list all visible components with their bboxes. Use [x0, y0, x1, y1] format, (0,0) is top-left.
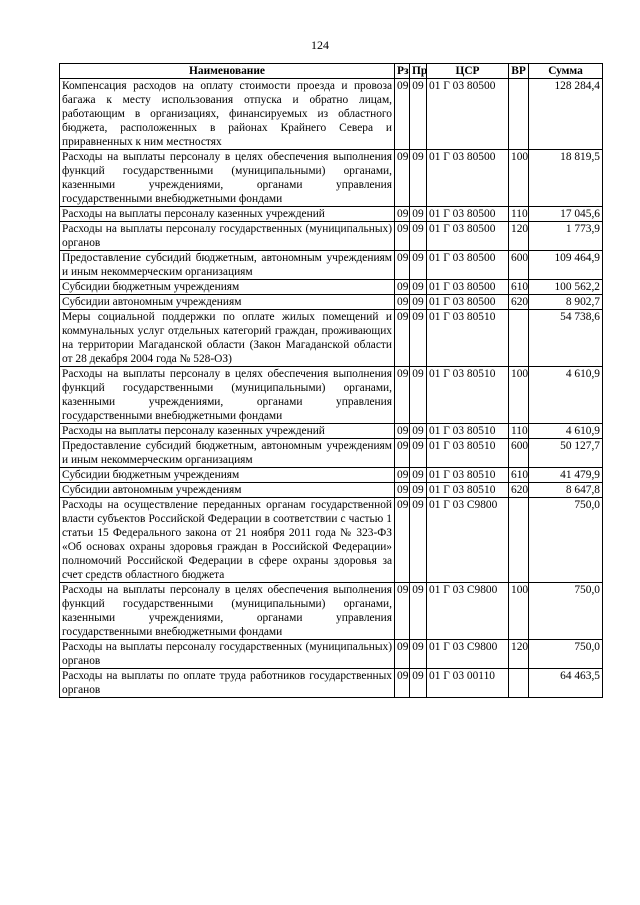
row-name: Расходы на выплаты персоналу казенных учреждений: [60, 207, 395, 222]
row-pr: 09: [410, 251, 427, 280]
row-rz: 09: [395, 640, 410, 669]
row-pr: 09: [410, 468, 427, 483]
row-csr: 01 Г 03 80500: [427, 280, 509, 295]
row-pr: 09: [410, 439, 427, 468]
row-csr: 01 Г 03 С9800: [427, 498, 509, 583]
table-row: [60, 207, 603, 222]
column-header-csr: ЦСР: [427, 64, 509, 79]
row-name: Предоставление субсидий бюджетным, автономным учреждениям и иным некоммерческим организациям: [60, 251, 395, 280]
row-vr: 610: [509, 280, 529, 295]
row-rz: 09: [395, 669, 410, 698]
row-name: Расходы на выплаты персоналу в целях обеспечения выполнения функций государственными (муниципальными) органами, казенными учреждениями, органами управления государственными внебюджетными фондами: [60, 367, 395, 424]
row-pr: 09: [410, 367, 427, 424]
row-pr: 09: [410, 207, 427, 222]
row-csr: 01 Г 03 80500: [427, 295, 509, 310]
row-vr: 110: [509, 424, 529, 439]
row-sum: 750,0: [529, 583, 603, 640]
row-name: Расходы на выплаты персоналу в целях обеспечения выполнения функций государственными (муниципальными) органами, казенными учреждениями, органами управления государственными внебюджетными фондами: [60, 150, 395, 207]
row-csr: 01 Г 03 80510: [427, 483, 509, 498]
row-pr: 09: [410, 498, 427, 583]
row-name: Субсидии бюджетным учреждениям: [60, 280, 395, 295]
row-rz: 09: [395, 424, 410, 439]
row-pr: 09: [410, 483, 427, 498]
row-rz: 09: [395, 468, 410, 483]
row-csr: 01 Г 03 00110: [427, 669, 509, 698]
row-rz: 09: [395, 439, 410, 468]
row-sum: 50 127,7: [529, 439, 603, 468]
row-sum: 4 610,9: [529, 424, 603, 439]
row-sum: 64 463,5: [529, 669, 603, 698]
column-header-rz: Рз: [395, 64, 410, 79]
row-csr: 01 Г 03 80500: [427, 251, 509, 280]
row-pr: 09: [410, 222, 427, 251]
row-rz: 09: [395, 79, 410, 150]
row-name: Компенсация расходов на оплату стоимости проезда и провоза багажа к месту использования отпуска и обратно лицам, работающим в организациях, финансируемых из областного бюджета, расположенных в районах Крайнего Севера и приравненных к ним местностях: [60, 79, 395, 150]
row-name: Субсидии бюджетным учреждениям: [60, 468, 395, 483]
table-row: [60, 222, 603, 251]
row-rz: 09: [395, 295, 410, 310]
row-csr: 01 Г 03 80500: [427, 222, 509, 251]
row-csr: 01 Г 03 80510: [427, 468, 509, 483]
row-sum: 17 045,6: [529, 207, 603, 222]
row-pr: 09: [410, 424, 427, 439]
row-rz: 09: [395, 367, 410, 424]
row-name: Расходы на выплаты персоналу казенных учреждений: [60, 424, 395, 439]
row-vr: 100: [509, 583, 529, 640]
table-row: [60, 310, 603, 367]
table-row: [60, 498, 603, 583]
row-sum: 750,0: [529, 640, 603, 669]
row-csr: 01 Г 03 С9800: [427, 640, 509, 669]
table-row: [60, 280, 603, 295]
row-vr: 100: [509, 150, 529, 207]
table-row: [60, 424, 603, 439]
row-name: Субсидии автономным учреждениям: [60, 295, 395, 310]
row-rz: 09: [395, 310, 410, 367]
table-row: [60, 483, 603, 498]
row-vr: 600: [509, 251, 529, 280]
table-row: [60, 79, 603, 150]
table-row: [60, 150, 603, 207]
row-name: Расходы на выплаты персоналу государственных (муниципальных) органов: [60, 640, 395, 669]
row-pr: 09: [410, 640, 427, 669]
row-sum: 8 902,7: [529, 295, 603, 310]
row-csr: 01 Г 03 80500: [427, 207, 509, 222]
row-vr: 110: [509, 207, 529, 222]
row-vr: 620: [509, 483, 529, 498]
row-name: Расходы на выплаты персоналу в целях обеспечения выполнения функций государственными (муниципальными) органами, казенными учреждениями, органами управления государственными внебюджетными фондами: [60, 583, 395, 640]
column-header-name: Наименование: [60, 64, 395, 79]
row-vr: 610: [509, 468, 529, 483]
row-name: Расходы на выплаты по оплате труда работников государственных органов: [60, 669, 395, 698]
row-sum: 100 562,2: [529, 280, 603, 295]
row-pr: 09: [410, 280, 427, 295]
row-sum: 750,0: [529, 498, 603, 583]
row-pr: 09: [410, 583, 427, 640]
table-row: [60, 669, 603, 698]
table-row: [60, 439, 603, 468]
table-row: [60, 468, 603, 483]
row-rz: 09: [395, 150, 410, 207]
row-vr: [509, 310, 529, 367]
row-sum: 54 738,6: [529, 310, 603, 367]
page-number: 124: [311, 38, 329, 52]
row-rz: 09: [395, 498, 410, 583]
row-rz: 09: [395, 222, 410, 251]
table-header-row: [60, 64, 603, 79]
budget-table: [59, 63, 603, 698]
row-sum: 41 479,9: [529, 468, 603, 483]
row-csr: 01 Г 03 80510: [427, 439, 509, 468]
row-csr: 01 Г 03 80510: [427, 310, 509, 367]
row-pr: 09: [410, 79, 427, 150]
row-sum: 8 647,8: [529, 483, 603, 498]
row-name: Расходы на выплаты персоналу государственных (муниципальных) органов: [60, 222, 395, 251]
row-rz: 09: [395, 207, 410, 222]
row-sum: 4 610,9: [529, 367, 603, 424]
row-pr: 09: [410, 150, 427, 207]
row-csr: 01 Г 03 С9800: [427, 583, 509, 640]
row-rz: 09: [395, 251, 410, 280]
row-vr: 600: [509, 439, 529, 468]
row-vr: 120: [509, 640, 529, 669]
row-sum: 18 819,5: [529, 150, 603, 207]
table-row: [60, 640, 603, 669]
row-vr: [509, 669, 529, 698]
row-vr: [509, 498, 529, 583]
row-sum: 128 284,4: [529, 79, 603, 150]
table-row: [60, 251, 603, 280]
row-rz: 09: [395, 280, 410, 295]
row-name: Предоставление субсидий бюджетным, автономным учреждениям и иным некоммерческим организациям: [60, 439, 395, 468]
row-rz: 09: [395, 583, 410, 640]
table-row: [60, 367, 603, 424]
row-name: Субсидии автономным учреждениям: [60, 483, 395, 498]
row-name: Расходы на осуществление переданных органам государственной власти субъектов Российской Федерации в соответствии с частью 1 статьи 15 Федерального закона от 21 ноября 2011 года № 323-ФЗ «Об основах охраны здоровья граждан в Российской Федерации» полномочий Российской Федерации в сфере охраны здоровья за счет средств областного бюджета: [60, 498, 395, 583]
row-csr: 01 Г 03 80510: [427, 367, 509, 424]
row-name: Меры социальной поддержки по оплате жилых помещений и коммунальных услуг отдельных категорий граждан, проживающих на территории Магаданской области (Закон Магаданской области от 28 декабря 2004 года № 528-ОЗ): [60, 310, 395, 367]
row-rz: 09: [395, 483, 410, 498]
column-header-sum: Сумма: [529, 64, 603, 79]
row-csr: 01 Г 03 80510: [427, 424, 509, 439]
row-sum: 1 773,9: [529, 222, 603, 251]
row-pr: 09: [410, 669, 427, 698]
row-csr: 01 Г 03 80500: [427, 150, 509, 207]
column-header-vr: ВР: [509, 64, 529, 79]
row-pr: 09: [410, 295, 427, 310]
row-vr: 120: [509, 222, 529, 251]
table-body: [60, 79, 603, 698]
row-pr: 09: [410, 310, 427, 367]
row-csr: 01 Г 03 80500: [427, 79, 509, 150]
row-vr: [509, 79, 529, 150]
column-header-pr: Пр: [410, 64, 427, 79]
row-vr: 100: [509, 367, 529, 424]
table-row: [60, 583, 603, 640]
row-vr: 620: [509, 295, 529, 310]
row-sum: 109 464,9: [529, 251, 603, 280]
table-row: [60, 295, 603, 310]
